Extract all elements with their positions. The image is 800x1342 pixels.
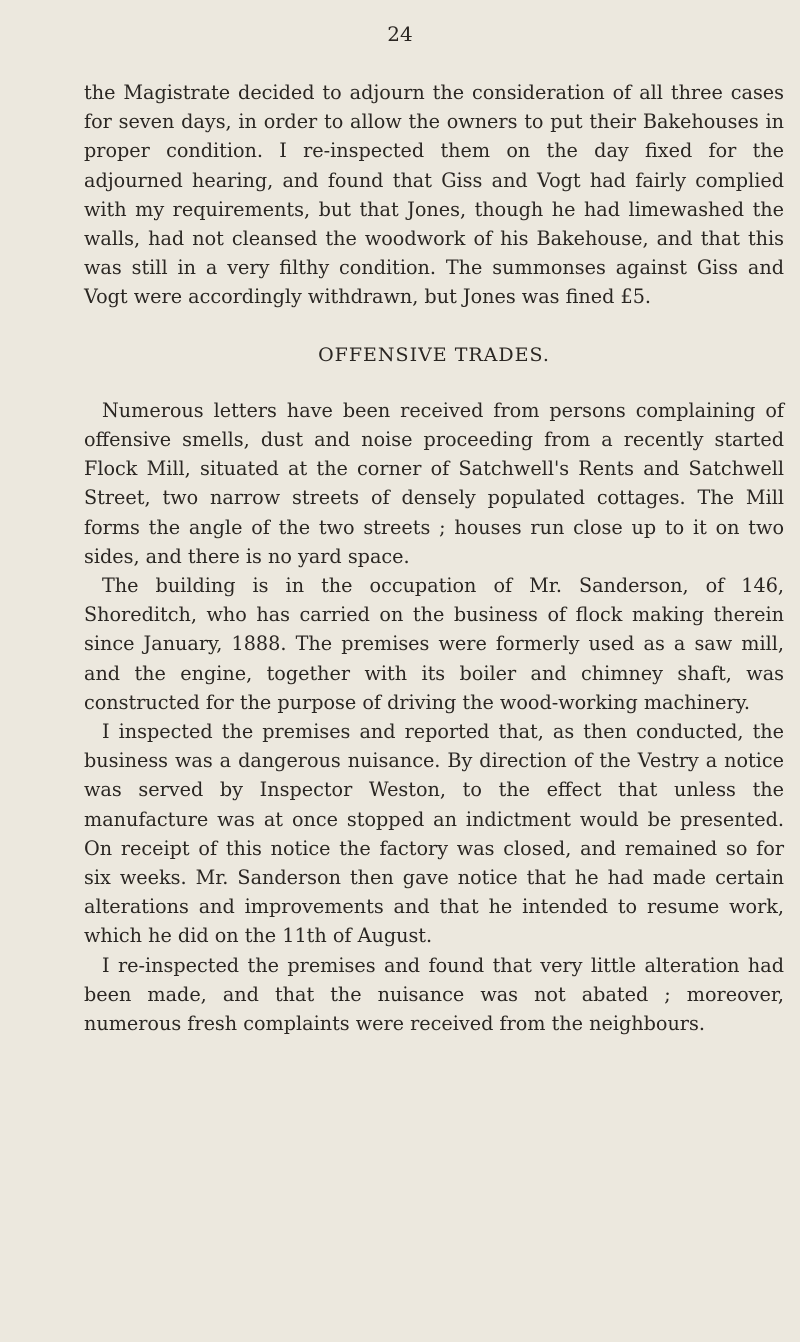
body-text — [84, 78, 784, 1038]
paragraph: I inspected the premises and reported that, as then conducted, the business was a dangerous nuisance. By direction of the Vestry a notice was served by Inspector Weston, to the effect that unless the manufacture was at once stopped an indictment would be presented. On receipt of this notice the factory was closed, and remained so for six weeks. Mr. Sanderson then gave notice that he had made certain alterations and improvements and that he intended to resume work, which he did on the 11th of August. — [84, 720, 784, 948]
paragraph: the Magistrate decided to adjourn the consideration of all three cases for seven days, in order to allow the owners to put their Bakehouses in proper condition. I re-inspected them on the day fixed for the adjourned hearing, and found that Giss and Vogt had fairly complied with my requirements, but that Jones, though he had limewashed the walls, had not cleansed the woodwork of his Bakehouse, and that this was still in a very filthy condition. The summonses against Giss and Vogt were accordingly withdrawn, but Jones was fined £5. — [84, 81, 784, 309]
page-number: 24 — [387, 22, 413, 46]
section-heading: OFFENSIVE TRADES. — [318, 343, 550, 366]
paragraph: I re-inspected the premises and found that very little alteration had been made, and that the nuisance was not abated ; moreover, numerous fresh complaints were received from the neighbours. — [84, 953, 784, 1036]
paragraph: Numerous letters have been received from persons complaining of offensive smells, dust and noise proceeding from a recently started Flock Mill, situated at the corner of Satchwell's Rents and Satchwell Street, two narrow streets of densely populated cottages. The Mill forms the angle of the two streets ; houses run close up to it on two sides, and there is no yard space. — [84, 398, 784, 568]
paragraph: The building is in the occupation of Mr. Sanderson, of 146, Shoreditch, who has carried on the business of flock making therein since January, 1888. The premises were formerly used as a saw mill, and the engine, together with its boiler and chimney shaft, was constructed for the purpose of driving the wood-working machinery. — [84, 574, 784, 714]
